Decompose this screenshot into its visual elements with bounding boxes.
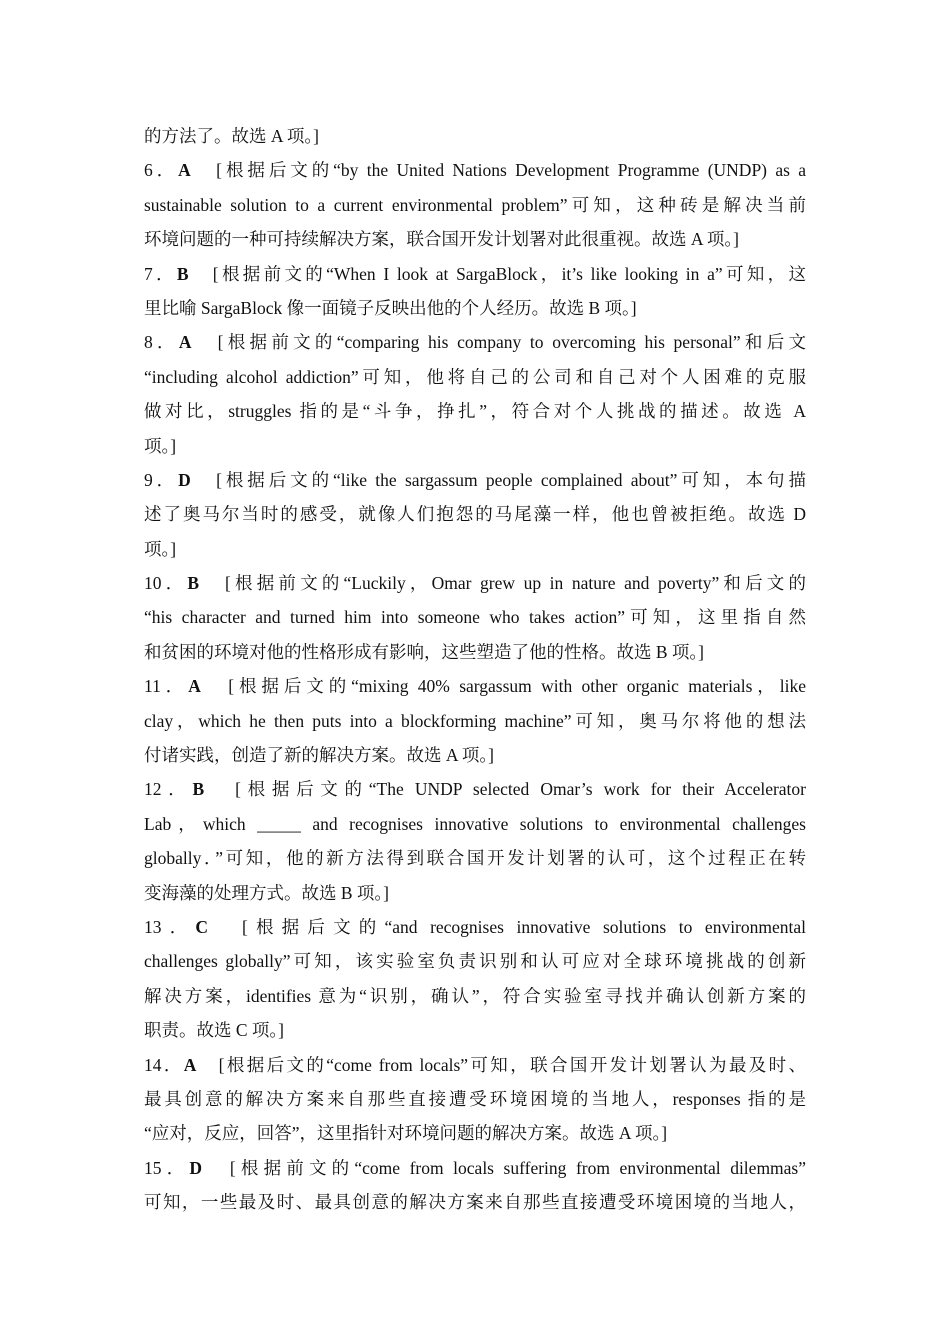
text-line: [144, 394, 806, 428]
line-text: 最具创意的解决方案来自那些直接遭受环境困境的当地人，responses 指的是: [144, 1088, 806, 1109]
text-line: [144, 566, 806, 600]
line-text: [根据前文的“Luckily，Omar grew up in nature and poverty”和后文的: [199, 573, 807, 594]
line-text: 述了奥马尔当时的感受，就像人们抱怨的马尾藻一样，他也曾被拒绝。故选 D: [144, 504, 806, 525]
question-number: 6．: [144, 160, 179, 181]
answer-letter: A: [178, 332, 192, 353]
text-line: [144, 910, 806, 944]
question-number: 11．: [144, 676, 189, 697]
text-line: [144, 463, 806, 497]
line-text: globally．”可知，他的新方法得到联合国开发计划署的认可，这个过程正在转: [144, 848, 806, 869]
line-text: 和贫困的环境对他的性格形成有影响，这些塑造了他的性格。故选 B 项。]: [144, 641, 704, 662]
text-line: [144, 360, 806, 394]
line-text: 环境问题的一种可持续解决方案，联合国开发计划署对此很重视。故选 A 项。]: [144, 229, 739, 250]
line-text: 的方法了。故选 A 项。]: [144, 126, 319, 146]
line-text: “应对，反应，回答”，这里指针对环境问题的解决方案。故选 A 项。]: [144, 1123, 668, 1144]
text-line: [144, 841, 806, 875]
question-number: 9．: [144, 469, 179, 490]
text-line: [144, 876, 806, 910]
text-line: [144, 1116, 806, 1150]
line-text: 可知，一些最及时、最具创意的解决方案来自那些直接遭受环境困境的当地人，: [144, 1192, 806, 1213]
text-line: [144, 772, 806, 806]
answer-letter: A: [188, 676, 201, 697]
text-line: [144, 704, 806, 738]
question-number: 13．: [144, 916, 196, 937]
line-text: 变海藻的处理方式。故选 B 项。]: [144, 882, 389, 903]
line-text: “his character and turned him into someone who takes action”可知，这里指自然: [144, 607, 806, 628]
answer-letter: B: [187, 573, 200, 594]
text-line: [144, 532, 806, 566]
document-page: [144, 119, 806, 1220]
line-text: 项。]: [144, 435, 177, 456]
line-text: clay，which he then puts into a blockforming machine”可知，奥马尔将他的想法: [144, 710, 806, 731]
text-line: [144, 325, 806, 359]
line-text: [根据后文的“mixing 40% sargassum with other organic materials，like: [200, 676, 806, 697]
line-text: [根据前文的“come from locals suffering from environmental dilemmas”: [202, 1157, 807, 1178]
answer-letter: B: [176, 263, 189, 284]
line-text: 里比喻 SargaBlock 像一面镜子反映出他的个人经历。故选 B 项。]: [144, 297, 637, 318]
line-text: [根据后文的“come from locals”可知，联合国开发计划署认为最及时、: [196, 1054, 807, 1075]
answer-letter: D: [189, 1157, 203, 1178]
line-text: Lab，which _____ and recognises innovative solutions to environmental challenges: [144, 813, 806, 834]
text-line: [144, 1151, 806, 1185]
text-line: [144, 944, 806, 978]
question-number: 14．: [144, 1054, 184, 1075]
question-number: 12．: [144, 779, 193, 800]
answer-letter: A: [183, 1054, 197, 1075]
answer-letter: C: [195, 916, 209, 937]
question-number: 7．: [144, 263, 177, 284]
text-line: [144, 600, 806, 634]
text-line: [144, 1048, 806, 1082]
text-line: [144, 979, 806, 1013]
text-line: [144, 119, 806, 153]
question-number: 8．: [144, 332, 179, 353]
line-text: [根据后文的“by the United Nations Development Programme (UNDP) as a: [190, 160, 806, 181]
line-text: [根据前文的“comparing his company to overcoming his personal”和后文: [191, 332, 806, 353]
text-line: [144, 291, 806, 325]
line-text: [根据后文的“like the sargassum people complained about”可知，本句描: [190, 469, 806, 490]
text-line: [144, 1013, 806, 1047]
text-line: [144, 738, 806, 772]
line-text: “including alcohol addiction”可知，他将自己的公司和自己对个人困难的克服: [144, 366, 806, 387]
text-line: [144, 807, 806, 841]
line-text: 付诸实践，创造了新的解决方案。故选 A 项。]: [144, 745, 494, 766]
line-text: [根据前文的“When I look at SargaBlock，it’s like looking in a”可知，这: [188, 263, 806, 284]
text-line: [144, 222, 806, 256]
text-line: [144, 1082, 806, 1116]
line-text: sustainable solution to a current environmental problem”可知，这种砖是解决当前: [144, 194, 806, 215]
text-line: [144, 429, 806, 463]
text-line: [144, 1185, 806, 1219]
line-text: [根据后文的“and recognises innovative solutions to environmental: [208, 916, 807, 937]
line-text: [根据后文的“The UNDP selected Omar’s work for their Accelerator: [204, 779, 806, 800]
line-text: 解决方案，identifies 意为“识别，确认”，符合实验室寻找并确认创新方案的: [144, 985, 806, 1006]
text-line: [144, 635, 806, 669]
line-text: challenges globally”可知，该实验室负责识别和认可应对全球环境挑战的创新: [144, 951, 806, 972]
answer-letter: A: [178, 160, 191, 181]
text-line: [144, 153, 806, 187]
answer-letter: B: [192, 779, 205, 800]
text-line: [144, 497, 806, 531]
question-number: 10．: [144, 573, 188, 594]
line-text: 项。]: [144, 538, 177, 559]
answer-letter: D: [178, 469, 191, 490]
text-line: [144, 669, 806, 703]
line-text: 做对比，struggles 指的是“斗争，挣扎”，符合对个人挑战的描述。故选 A: [144, 401, 806, 422]
line-text: 职责。故选 C 项。]: [144, 1020, 284, 1041]
question-number: 15．: [144, 1157, 190, 1178]
text-line: [144, 188, 806, 222]
text-line: [144, 257, 806, 291]
